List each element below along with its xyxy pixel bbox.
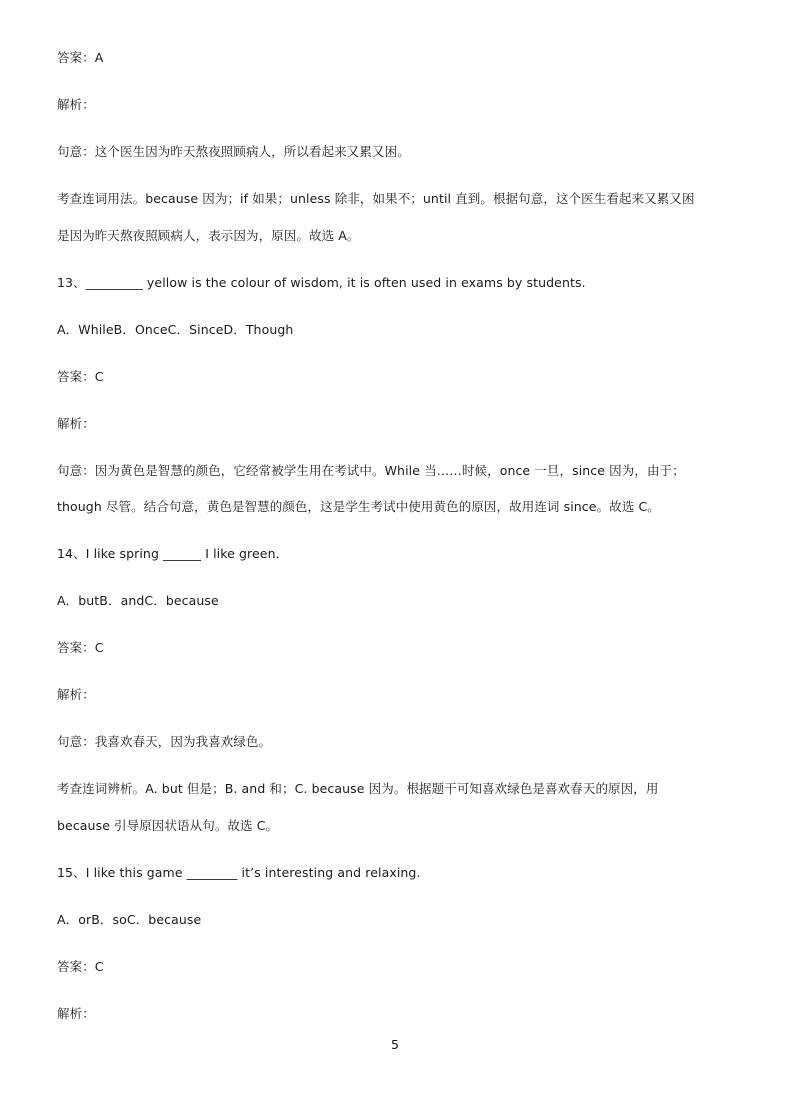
question-15: 15、I like this game ________ it’s interesting and relaxing. (57, 865, 421, 880)
analysis-label: 解析： (57, 687, 95, 702)
answer-line: 答案：C (57, 959, 104, 974)
question-13-options: A．WhileB．OnceC．SinceD．Though (57, 322, 294, 337)
explanation-text: 考查连词用法。because 因为；if 如果；unless 除非，如果不；until 直到。根据句意，这个医生看起来又累又困 (57, 191, 695, 206)
explanation-text: though 尽管。结合句意，黄色是智慧的颜色，这是学生考试中使用黄色的原因，故用连词 since。故选 C。 (57, 499, 660, 514)
sentence-meaning: 句意：因为黄色是智慧的颜色，它经常被学生用在考试中。While 当……时候，once 一旦，since 因为，由于； (57, 463, 685, 478)
question-15-options: A．orB．soC．because (57, 912, 202, 927)
analysis-label: 解析： (57, 416, 95, 431)
analysis-label: 解析： (57, 1006, 95, 1021)
sentence-meaning: 句意：我喜欢春天，因为我喜欢绿色。 (57, 734, 272, 749)
answer-line: 答案：C (57, 369, 104, 384)
explanation-text: 是因为昨天熬夜照顾病人，表示因为，原因。故选 A。 (57, 228, 360, 243)
analysis-label: 解析： (57, 97, 95, 112)
answer-line: 答案：C (57, 640, 104, 655)
explanation-text: because 引导原因状语从句。故选 C。 (57, 818, 279, 833)
explanation-text: 考查连词辨析。A. but 但是；B. and 和；C. because 因为。根据题干可知喜欢绿色是喜欢春天的原因，用 (57, 781, 659, 796)
page-number: 5 (391, 1037, 399, 1052)
question-14-options: A．butB．andC．because (57, 593, 219, 608)
sentence-meaning: 句意：这个医生因为昨天熬夜照顾病人，所以看起来又累又困。 (57, 144, 410, 159)
question-14: 14、I like spring ______ I like green． (57, 546, 289, 561)
question-13: 13、_________ yellow is the colour of wisdom, it is often used in exams by students. (57, 275, 586, 290)
answer-line: 答案：A (57, 50, 104, 65)
